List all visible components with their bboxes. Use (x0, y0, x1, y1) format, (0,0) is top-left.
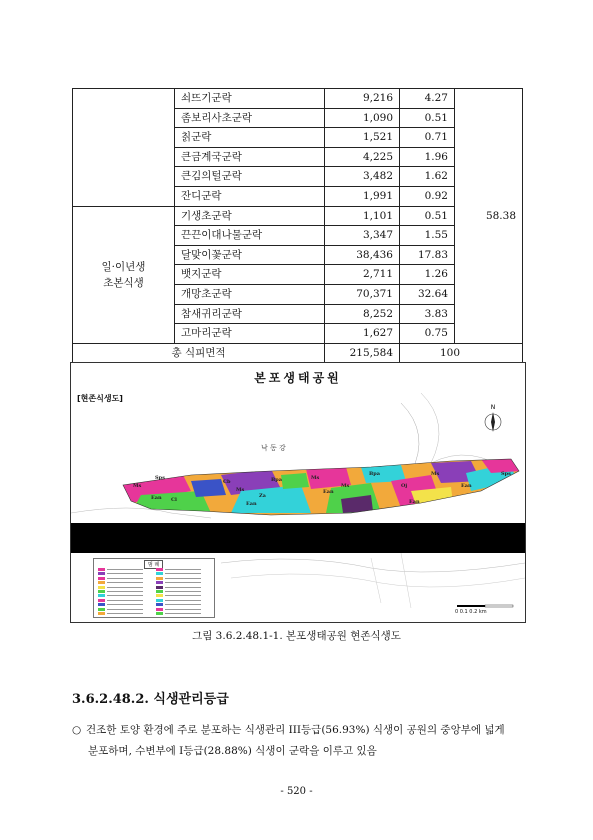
community-name: 고마리군락 (175, 324, 325, 344)
river-label: 낙 동 강 (261, 444, 286, 452)
total-label: 총 식피면적 (73, 343, 325, 363)
legend-text-line (107, 587, 143, 588)
area-value: 1,101 (325, 206, 400, 226)
patch-label: Sps (155, 475, 165, 481)
legend-item (156, 572, 201, 576)
percent-value: 32.64 (400, 284, 455, 304)
legend-swatch (98, 577, 105, 580)
vegetation-map (70, 362, 526, 623)
paragraph-line-1: 건조한 토양 환경에 주로 분포하는 식생관리 III등급(56.93%) 식생이 공원의 중앙부에 넓게 (86, 724, 505, 736)
legend-swatch (156, 612, 163, 615)
legend-item (98, 572, 143, 576)
percent-value: 3.83 (400, 304, 455, 324)
legend-text-line (165, 613, 201, 614)
legend-swatch (156, 594, 163, 597)
community-name: 큰금계국군락 (175, 147, 325, 167)
legend-text-line (165, 578, 201, 579)
table-body (73, 89, 523, 363)
group-percent: 58.38 (455, 89, 523, 344)
patch-label: Ean (151, 495, 162, 501)
percent-value: 0.92 (400, 186, 455, 206)
legend-text-line (165, 587, 201, 588)
paragraph (72, 720, 532, 762)
legend-text-line (107, 582, 143, 583)
legend-item (98, 568, 143, 572)
percent-value: 1.96 (400, 147, 455, 167)
area-value: 8,252 (325, 304, 400, 324)
percent-value: 1.26 (400, 265, 455, 285)
patch-label: Bpa (369, 471, 380, 477)
community-name: 쇠뜨기군락 (175, 89, 325, 109)
map-legend (93, 558, 215, 618)
legend-swatch (98, 603, 105, 606)
legend-swatch (156, 603, 163, 606)
legend-swatch (156, 572, 163, 575)
community-name: 좀보리사초군락 (175, 108, 325, 128)
legend-item (156, 590, 201, 594)
patch-label: Cb (223, 479, 231, 485)
patch-label: Ean (246, 501, 257, 507)
patch-label: Ms (431, 471, 440, 477)
legend-title: 범 례 (144, 560, 163, 569)
legend-text-line (165, 609, 201, 610)
area-value: 9,216 (325, 89, 400, 109)
legend-swatch (98, 594, 105, 597)
percent-value: 0.71 (400, 128, 455, 148)
legend-text-line (107, 595, 143, 596)
redaction-bar (71, 523, 525, 553)
legend-item (156, 608, 201, 612)
map-title: 본포생태공원 (254, 371, 342, 385)
legend-item (156, 599, 201, 603)
legend-item (98, 581, 143, 585)
legend-text-line (165, 573, 201, 574)
percent-value: 1.62 (400, 167, 455, 187)
figure-caption: 그림 3.6.2.48.1-1. 본포생태공원 현존식생도 (192, 630, 401, 642)
table-row (73, 89, 523, 109)
legend-item (98, 586, 143, 590)
patch-label: Ms (341, 483, 350, 489)
percent-value: 0.51 (400, 206, 455, 226)
north-label: N (490, 404, 496, 411)
legend-item (98, 603, 143, 607)
legend-item (98, 577, 143, 581)
legend-item (98, 590, 143, 594)
legend-swatch (98, 599, 105, 602)
total-area: 215,584 (325, 343, 400, 363)
area-value: 4,225 (325, 147, 400, 167)
legend-text-line (107, 604, 143, 605)
community-name: 개망초군락 (175, 284, 325, 304)
area-value: 1,521 (325, 128, 400, 148)
patch-label: Ms (311, 475, 320, 481)
legend-swatch (98, 572, 105, 575)
legend-swatch (98, 590, 105, 593)
legend-item (156, 603, 201, 607)
community-name: 칡군락 (175, 128, 325, 148)
area-value: 1,090 (325, 108, 400, 128)
legend-swatch (98, 608, 105, 611)
area-value: 1,627 (325, 324, 400, 344)
community-name: 기생초군락 (175, 206, 325, 226)
legend-swatch (156, 608, 163, 611)
community-name: 큰김의털군락 (175, 167, 325, 187)
legend-swatch (98, 586, 105, 589)
legend-item (156, 581, 201, 585)
legend-swatch (98, 568, 105, 571)
area-value: 3,482 (325, 167, 400, 187)
vegetation-table (72, 88, 522, 359)
patch-label: Ms (133, 483, 142, 489)
legend-item (98, 594, 143, 598)
community-name: 뱃지군락 (175, 265, 325, 285)
map-subtitle: [현존식생도] (77, 394, 123, 403)
legend-text-line (107, 613, 143, 614)
group-label: 일·이년생 초본식생 (73, 206, 175, 343)
patch-label: Ean (409, 499, 420, 505)
legend-swatch (156, 586, 163, 589)
area-value: 3,347 (325, 226, 400, 246)
patch-label: Ean (323, 489, 334, 495)
total-percent: 100 (400, 343, 523, 363)
patch-label: Za (259, 493, 266, 499)
legend-text-line (107, 600, 143, 601)
area-value: 1,991 (325, 186, 400, 206)
group-cell-empty (73, 89, 175, 207)
legend-item (156, 594, 201, 598)
legend-item (156, 612, 201, 616)
legend-text-line (165, 569, 201, 570)
patch-label: Cl (171, 497, 177, 503)
paragraph-line-2: 분포하며, 수변부에 I등급(28.88%) 식생이 군락을 이루고 있음 (88, 745, 377, 757)
legend-item (156, 568, 201, 572)
community-name: 끈끈이대나물군락 (175, 226, 325, 246)
legend-text-line (107, 573, 143, 574)
legend-swatch (156, 568, 163, 571)
legend-item (98, 612, 143, 616)
legend-text-line (165, 604, 201, 605)
patch-label: Sps (501, 471, 511, 477)
legend-swatch (156, 590, 163, 593)
patch-label: Oj (401, 483, 408, 489)
page-number: - 520 - (280, 786, 313, 797)
percent-value: 0.51 (400, 108, 455, 128)
percent-value: 17.83 (400, 245, 455, 265)
legend-item (156, 586, 201, 590)
area-value: 70,371 (325, 284, 400, 304)
scale-bar (455, 604, 515, 616)
legend-swatch (98, 612, 105, 615)
area-value: 38,436 (325, 245, 400, 265)
section-title: 3.6.2.48.2. 식생관리등급 (72, 692, 229, 707)
legend-text-line (107, 609, 143, 610)
legend-text-line (107, 569, 143, 570)
patch-label: Bpa (271, 477, 282, 483)
legend-text-line (107, 578, 143, 579)
legend-swatch (156, 599, 163, 602)
community-name: 달맞이꽃군락 (175, 245, 325, 265)
total-row (73, 343, 523, 363)
bullet-icon: ○ (72, 724, 82, 736)
percent-value: 4.27 (400, 89, 455, 109)
legend-swatch (156, 581, 163, 584)
vegetation-patch (281, 473, 309, 489)
legend-text-line (165, 591, 201, 592)
legend-swatch (156, 577, 163, 580)
legend-text-line (107, 591, 143, 592)
percent-value: 1.55 (400, 226, 455, 246)
legend-text-line (165, 582, 201, 583)
legend-item (98, 599, 143, 603)
legend-text-line (165, 600, 201, 601)
patch-label: Ms (236, 487, 245, 493)
legend-swatch (98, 581, 105, 584)
legend-item (156, 577, 201, 581)
legend-item (98, 608, 143, 612)
legend-text-line (165, 595, 201, 596)
area-value: 2,711 (325, 265, 400, 285)
patch-label: Ean (461, 483, 472, 489)
community-name: 잔디군락 (175, 186, 325, 206)
percent-value: 0.75 (400, 324, 455, 344)
scale-label: 0 0.1 0.2 km (455, 609, 487, 615)
vegetation-patch (191, 479, 226, 497)
community-name: 참새귀리군락 (175, 304, 325, 324)
